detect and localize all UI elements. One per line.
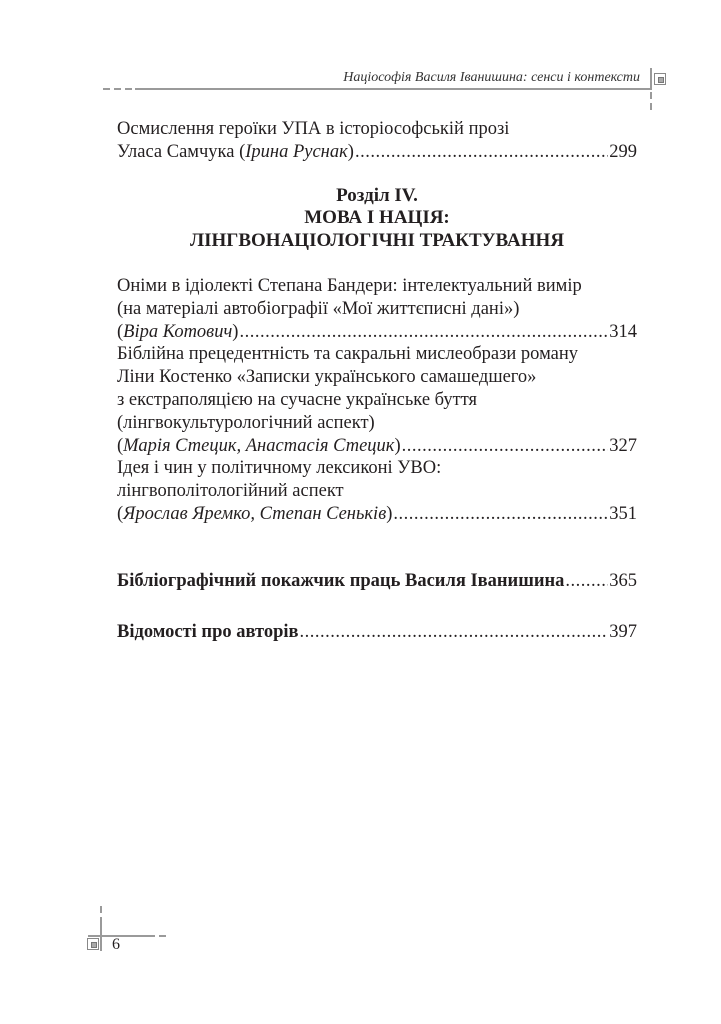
section-heading: Розділ IV. МОВА І НАЦІЯ: ЛІНГВОНАЦІОЛОГІЧНІ ТРАКТУВАННЯ (189, 184, 565, 252)
corner-square-icon (654, 73, 666, 85)
page-number: 365 (609, 570, 637, 591)
toc-entry[interactable]: Біблійна прецедентність та сакральні мислеобрази роману Ліни Костенко «Записки українського самашедшего» з екстраполяцією на сучасне українське буття (лінгвокультурологічний аспект) (Марія Стецик, Анастасія Стецик) ..... 327 (117, 343, 637, 457)
footer-vertical-dashes (100, 906, 102, 924)
header-rule-dashes (103, 88, 135, 90)
running-title: Націософія Василя Іванишина: сенси і контексти (343, 70, 640, 85)
header-vertical-rule (650, 68, 652, 90)
header-vertical-dashes (650, 92, 652, 114)
toc-entry-authors[interactable]: Відомості про авторів ..... 397 (117, 621, 637, 644)
dot-leader (565, 570, 608, 593)
page-number: 397 (609, 621, 637, 642)
table-of-contents (117, 118, 637, 643)
toc-entry[interactable]: Осмислення героїки УПА в історіософській прозі Уласа Самчука (Ірина Руснак) ..... 299 (117, 118, 637, 164)
toc-entry-bibliography[interactable]: Бібліографічний покажчик праць Василя Іванишина ..... 365 (117, 570, 637, 593)
corner-square-icon (87, 938, 99, 950)
page-number: 351 (609, 503, 637, 524)
page-number: 327 (609, 435, 637, 456)
page-number-footer: 6 (112, 936, 120, 953)
dot-leader (300, 621, 609, 644)
footer-vertical-rule (100, 924, 102, 951)
page-number: 299 (609, 141, 637, 162)
page-number: 314 (609, 321, 637, 342)
toc-entry[interactable]: Ідея і чин у політичному лексиконі УВО: лінгвополітологійний аспект (Ярослав Яремко, Степан Сеньків) ..... 351 (117, 457, 637, 525)
header-rule (135, 88, 652, 90)
toc-entry[interactable]: Оніми в ідіолекті Степана Бандери: інтелектуальний вимір (на матеріалі автобіографії «Мої життєписні дані») (Віра Котович) ..... 314 (117, 275, 637, 343)
footer-rule-dashes (148, 935, 170, 937)
dot-leader (355, 141, 608, 164)
dot-leader (402, 435, 609, 458)
dot-leader (239, 321, 608, 344)
dot-leader (393, 503, 608, 526)
